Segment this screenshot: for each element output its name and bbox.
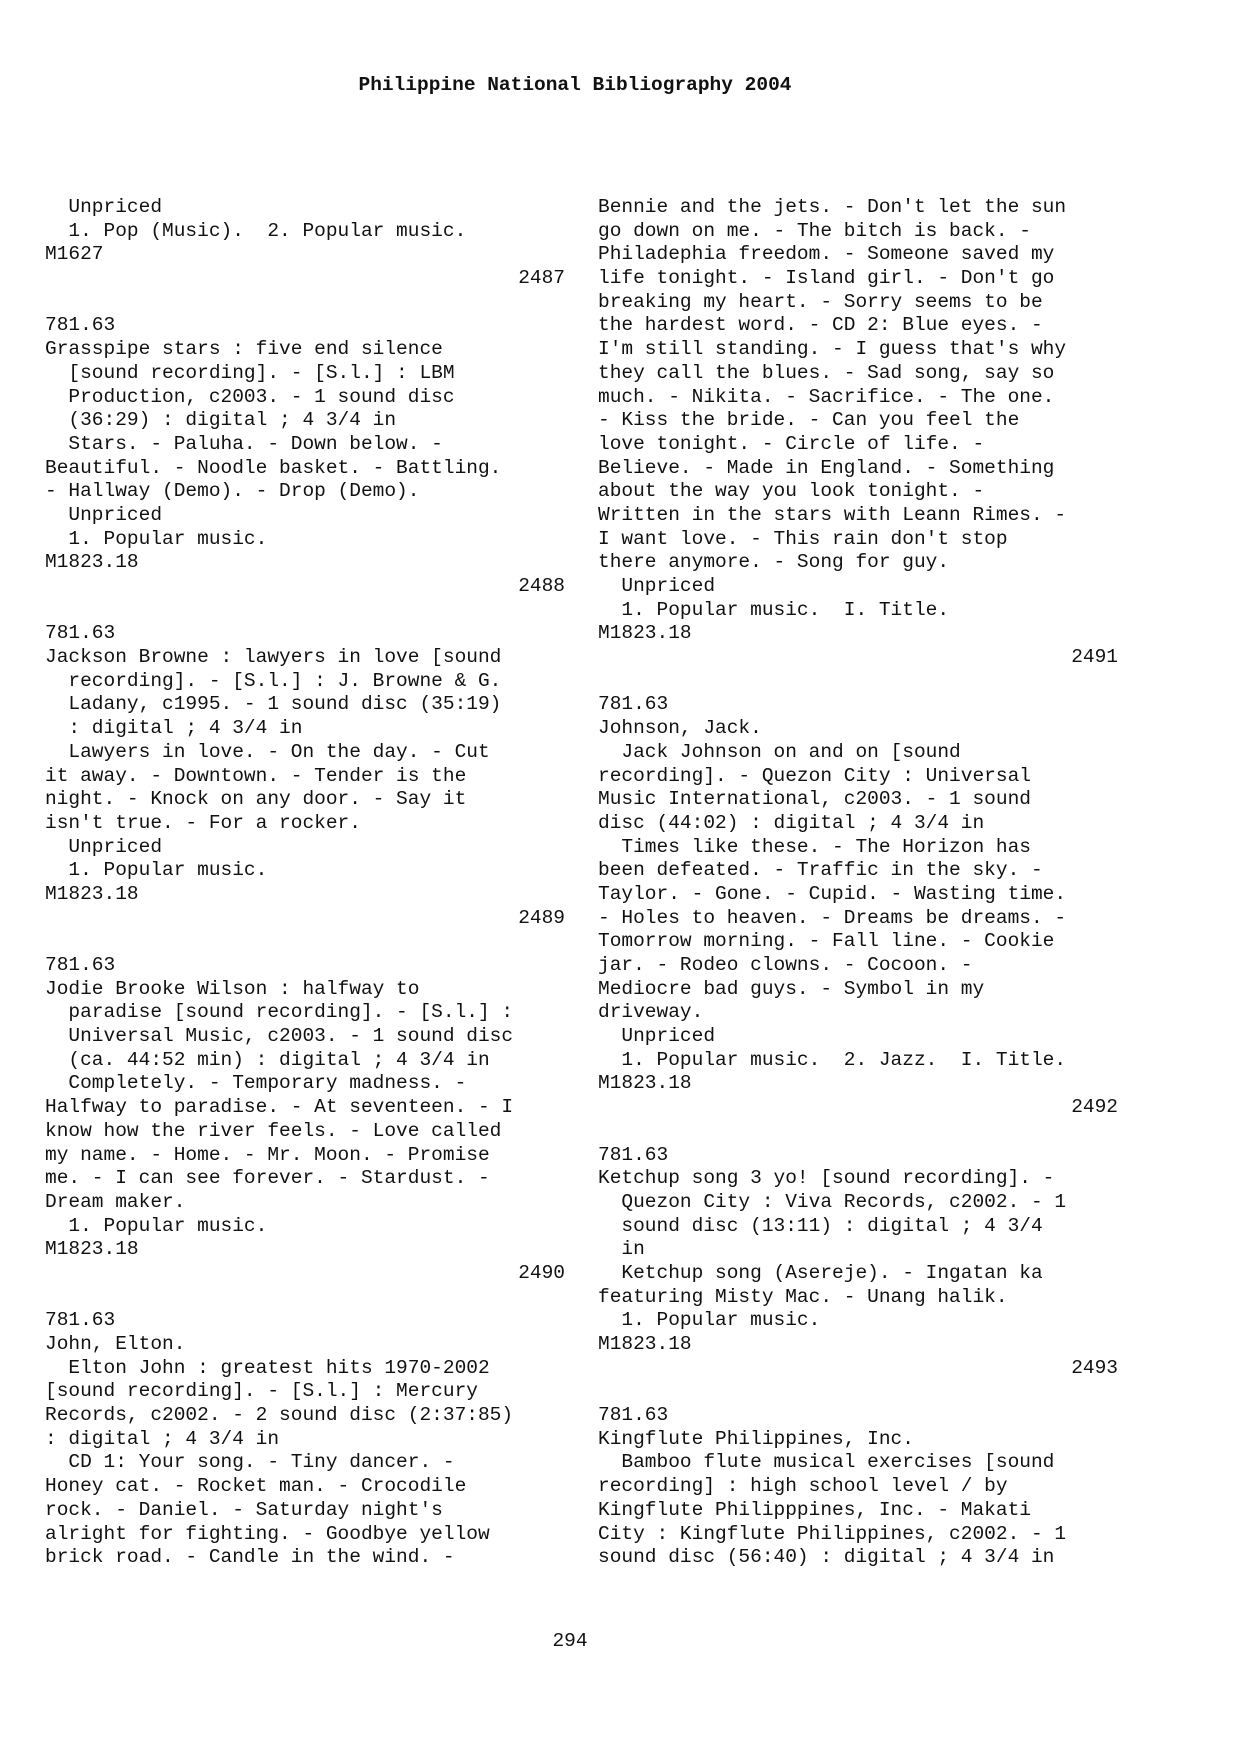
text-line: Written in the stars with Leann Rimes. - [598,503,1067,526]
text-line: Honey cat. - Rocket man. - Crocodile [45,1475,467,1498]
text-line: it away. - Downtown. - Tender is the [45,764,467,787]
entry-number: 2487 [518,267,565,290]
text-line: recording] : high school level / by [598,1475,1008,1498]
blank-line [45,599,565,623]
text-line: Jack Johnson on and on [sound [598,740,961,763]
text-line: Ketchup song 3 yo! [sound recording]. - [598,1167,1055,1190]
page-number: 294 [552,1630,588,1652]
text-line: Ketchup song (Asereje). - Ingatan ka [598,1261,1043,1284]
entry-number: 2489 [518,906,565,929]
text-line: Universal Music, c2003. - 1 sound disc [45,1025,514,1048]
text-line: about the way you look tonight. - [598,480,985,503]
text-line: : digital ; 4 3/4 in [45,717,303,740]
text-line: the hardest word. - CD 2: Blue eyes. - [598,314,1043,337]
text-line: - Hallway (Demo). - Drop (Demo). [45,480,420,503]
text-line: driveway. [598,1001,704,1024]
text-line: Believe. - Made in England. - Something [598,456,1055,479]
blank-line [45,1286,565,1310]
right-column [598,196,1118,1570]
text-line: [sound recording]. - [S.l.] : LBM [45,361,455,384]
left-column [45,196,565,1570]
text-line: - Kiss the bride. - Can you feel the [598,409,1020,432]
blank-line [598,1120,1118,1144]
text-line: love tonight. - Circle of life. - [598,432,985,455]
text-line: Johnson, Jack. [598,717,762,740]
text-line: Mediocre bad guys. - Symbol in my [598,977,985,1000]
blank-line [598,670,1118,694]
entry-number: 2491 [1071,646,1118,669]
text-line: M1823.18 [45,882,139,905]
text-line: : digital ; 4 3/4 in [45,1427,280,1450]
text-line: Records, c2002. - 2 sound disc (2:37:85) [45,1404,514,1427]
blank-line [45,930,565,954]
text-line: Quezon City : Viva Records, c2002. - 1 [598,1190,1067,1213]
text-line: Production, c2003. - 1 sound disc [45,385,455,408]
text-line: 781.63 [598,1404,669,1427]
text-line: Stars. - Paluha. - Down below. - [45,432,443,455]
text-line: I want love. - This rain don't stop [598,527,1008,550]
blank-line [45,291,565,315]
text-line: I'm still standing. - I guess that's why [598,338,1067,361]
text-line: Dream maker. [45,1190,186,1213]
text-line: 1. Pop (Music). 2. Popular music. [45,219,467,242]
text-line: isn't true. - For a rocker. [45,811,361,834]
text-line: M1823.18 [45,551,139,574]
text-line: Music International, c2003. - 1 sound [598,788,1031,811]
text-line: Philadephia freedom. - Someone saved my [598,243,1055,266]
text-line: 1. Popular music. [598,1309,821,1332]
text-line: there anymore. - Song for guy. [598,551,950,574]
text-line: Kingflute Philipppines, Inc. - Makati [598,1498,1031,1521]
page-title: Philippine National Bibliography 2004 [358,74,792,96]
text-line: breaking my heart. - Sorry seems to be [598,290,1043,313]
text-line: they call the blues. - Sad song, say so [598,361,1055,384]
text-line: M1627 [45,243,104,266]
text-line: M1823.18 [598,622,692,645]
text-line: M1823.18 [598,1072,692,1095]
text-line: Bamboo flute musical exercises [sound [598,1451,1055,1474]
text-line: paradise [sound recording]. - [S.l.] : [45,1001,514,1024]
text-line: M1823.18 [598,1333,692,1355]
text-line: much. - Nikita. - Sacrifice. - The one. [598,385,1055,408]
text-line: Elton John : greatest hits 1970-2002 [45,1356,490,1379]
text-line: Lawyers in love. - On the day. - Cut [45,740,490,763]
text-line: Kingflute Philippines, Inc. [598,1427,914,1450]
entry-number: 2493 [1071,1356,1118,1379]
text-line: Jodie Brooke Wilson : halfway to [45,977,420,1000]
text-line: City : Kingflute Philippines, c2002. - 1 [598,1522,1067,1545]
text-line: rock. - Daniel. - Saturday night's [45,1498,443,1521]
blank-line [598,1380,1118,1404]
text-line: 781.63 [45,1309,116,1332]
text-line: Unpriced [598,575,716,597]
text-line: - Holes to heaven. - Dreams be dreams. - [598,906,1067,929]
text-line: Unpriced [45,835,163,858]
text-line: 1. Popular music. [45,1214,268,1237]
text-line: Times like these. - The Horizon has [598,835,1031,858]
text-line: (36:29) : digital ; 4 3/4 in [45,409,397,432]
text-line: 781.63 [45,622,116,645]
entry-number: 2492 [1071,1096,1118,1119]
text-line: 1. Popular music. 2. Jazz. I. Title. [598,1048,1067,1071]
text-line: been defeated. - Traffic in the sky. - [598,859,1043,882]
text-line: John, Elton. [45,1333,186,1355]
entry-number: 2488 [518,575,565,597]
text-line: 781.63 [598,1143,669,1166]
text-line: in [598,1238,645,1261]
text-line: alright for fighting. - Goodbye yellow [45,1522,490,1545]
text-line: recording]. - Quezon City : Universal [598,764,1031,787]
text-line: disc (44:02) : digital ; 4 3/4 in [598,811,985,834]
text-line: Unpriced [45,196,163,218]
text-line: Beautiful. - Noodle basket. - Battling. [45,456,502,479]
text-line: Unpriced [598,1025,716,1048]
text-line: Completely. - Temporary madness. - [45,1072,467,1095]
text-line: sound disc (56:40) : digital ; 4 3/4 in [598,1546,1055,1569]
text-line: 1. Popular music. I. Title. [598,598,950,621]
text-line: Tomorrow morning. - Fall line. - Cookie [598,930,1055,953]
text-line: 1. Popular music. [45,527,268,550]
text-line: Grasspipe stars : five end silence [45,338,443,361]
text-line: go down on me. - The bitch is back. - [598,219,1031,242]
text-line: (ca. 44:52 min) : digital ; 4 3/4 in [45,1048,490,1071]
text-line: night. - Knock on any door. - Say it [45,788,467,811]
text-line: recording]. - [S.l.] : J. Browne & G. [45,669,502,692]
text-line: Taylor. - Gone. - Cupid. - Wasting time. [598,882,1067,905]
text-line: jar. - Rodeo clowns. - Cocoon. - [598,954,973,976]
text-line: CD 1: Your song. - Tiny dancer. - [45,1451,455,1474]
text-line: my name. - Home. - Mr. Moon. - Promise [45,1143,490,1166]
text-line: 781.63 [45,314,116,337]
text-line: [sound recording]. - [S.l.] : Mercury [45,1380,478,1403]
text-line: 1. Popular music. [45,859,268,882]
text-line: Ladany, c1995. - 1 sound disc (35:19) [45,693,502,716]
text-line: Halfway to paradise. - At seventeen. - I [45,1096,514,1119]
text-line: know how the river feels. - Love called [45,1119,502,1142]
text-line: me. - I can see forever. - Stardust. - [45,1167,490,1190]
text-line: Jackson Browne : lawyers in love [sound [45,646,502,669]
entry-number: 2490 [518,1261,565,1284]
text-line: 781.63 [598,693,669,716]
text-line: sound disc (13:11) : digital ; 4 3/4 [598,1214,1043,1237]
text-line: Unpriced [45,503,163,526]
text-line: 781.63 [45,954,116,976]
text-line: brick road. - Candle in the wind. - [45,1546,455,1569]
text-line: life tonight. - Island girl. - Don't go [598,267,1055,290]
text-line: M1823.18 [45,1238,139,1261]
text-line: featuring Misty Mac. - Unang halik. [598,1285,1008,1308]
text-line: Bennie and the jets. - Don't let the sun [598,196,1067,218]
